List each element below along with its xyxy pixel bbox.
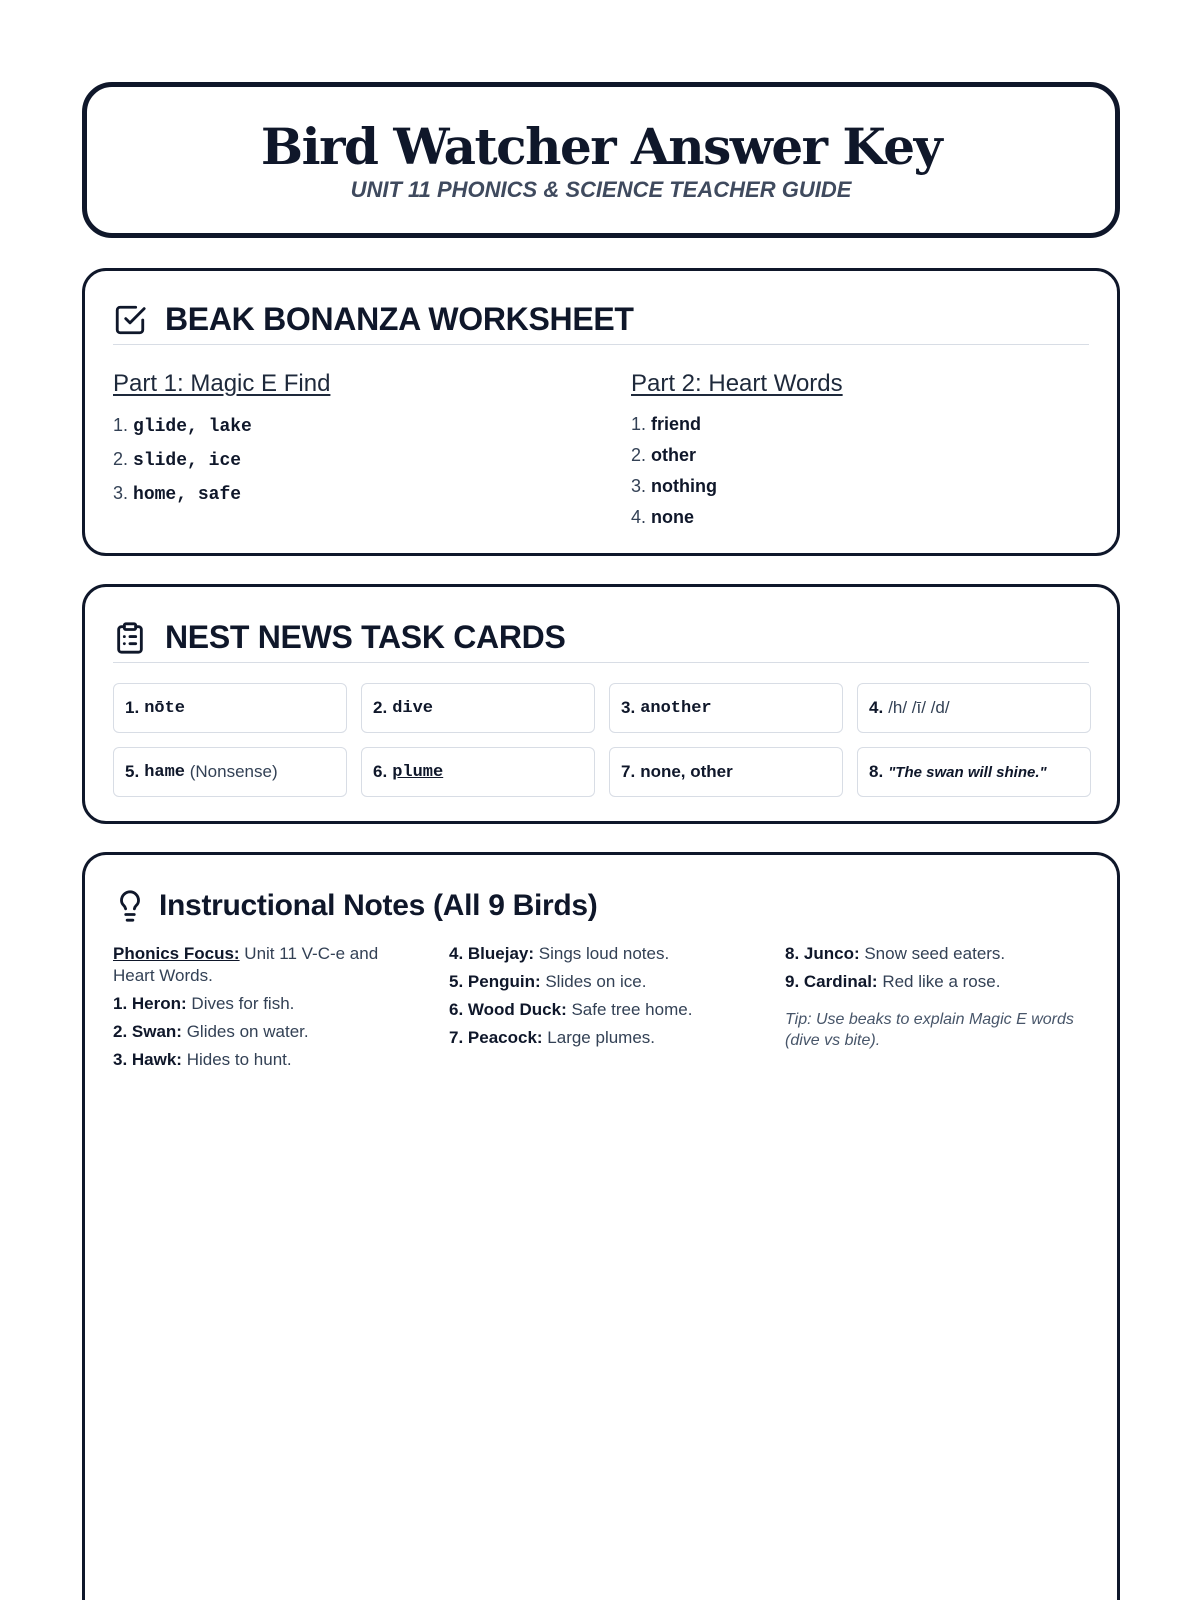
- checkbox-check-icon: [113, 303, 147, 337]
- notes-column-3: [785, 943, 1085, 1057]
- part1-title: Part 1: Magic E Find: [113, 370, 331, 397]
- task-card: 4. /h/ /ī/ /d/: [857, 683, 1091, 733]
- bird-note: 8. Junco: Snow seed eaters.: [785, 944, 1006, 963]
- task-cards-section: [82, 584, 1120, 824]
- list-item: 2. slide, ice: [113, 449, 242, 471]
- task-cards-title: NEST NEWS TASK CARDS: [165, 619, 566, 655]
- instructional-notes-section: [82, 852, 1120, 1600]
- list-item: 3. home, safe: [113, 483, 242, 505]
- bird-note: 2. Swan: Glides on water.: [113, 1022, 309, 1041]
- worksheet-title: BEAK BONANZA WORKSHEET: [165, 301, 634, 337]
- part2-title: Part 2: Heart Words: [631, 370, 843, 397]
- bird-note: 3. Hawk: Hides to hunt.: [113, 1050, 292, 1069]
- task-card: 6. plume: [361, 747, 595, 797]
- task-card: 2. dive: [361, 683, 595, 733]
- list-item: 2. other: [631, 445, 697, 465]
- part2-list: [631, 409, 843, 533]
- task-card: 1. nōte: [113, 683, 347, 733]
- bird-note: 9. Cardinal: Red like a rose.: [785, 972, 1001, 991]
- worksheet-header: [113, 295, 1089, 345]
- worksheet-section: [82, 268, 1120, 556]
- header-banner: [82, 82, 1120, 238]
- task-cards-header: [113, 613, 1089, 663]
- page-title: Bird Watcher Answer Key: [260, 117, 942, 176]
- bird-note: 5. Penguin: Slides on ice.: [449, 972, 647, 991]
- notes-column-2: [449, 943, 749, 1055]
- list-item: 1. friend: [631, 414, 702, 434]
- lightbulb-icon: [113, 889, 147, 923]
- list-item: 3. nothing: [631, 476, 718, 496]
- page-subtitle: UNIT 11 PHONICS & SCIENCE TEACHER GUIDE: [350, 177, 852, 202]
- list-item: 4. none: [631, 507, 695, 527]
- teaching-tip: Tip: Use beaks to explain Magic E words (dive vs bite).: [785, 1011, 1074, 1049]
- task-card-grid: [113, 683, 1091, 797]
- task-card: 3. another: [609, 683, 843, 733]
- notes-column-1: [113, 943, 413, 1077]
- phonics-focus: Phonics Focus: Unit 11 V-C-e and Heart Words.: [113, 944, 379, 985]
- bird-note: 6. Wood Duck: Safe tree home.: [449, 1000, 693, 1019]
- clipboard-list-icon: [113, 621, 147, 655]
- part2-heart-words: [631, 369, 843, 533]
- part1-magic-e: [113, 369, 330, 511]
- notes-header: [113, 881, 1089, 931]
- list-item: 1. glide, lake: [113, 415, 252, 437]
- bird-note: 4. Bluejay: Sings loud notes.: [449, 944, 670, 963]
- task-card: 8. "The swan will shine.": [857, 747, 1091, 797]
- task-card: 5. hame (Nonsense): [113, 747, 347, 797]
- bird-note: 1. Heron: Dives for fish.: [113, 994, 295, 1013]
- bird-note: 7. Peacock: Large plumes.: [449, 1028, 656, 1047]
- part1-list: [113, 409, 330, 511]
- task-card: 7. none, other: [609, 747, 843, 797]
- notes-title: Instructional Notes (All 9 Birds): [159, 889, 598, 922]
